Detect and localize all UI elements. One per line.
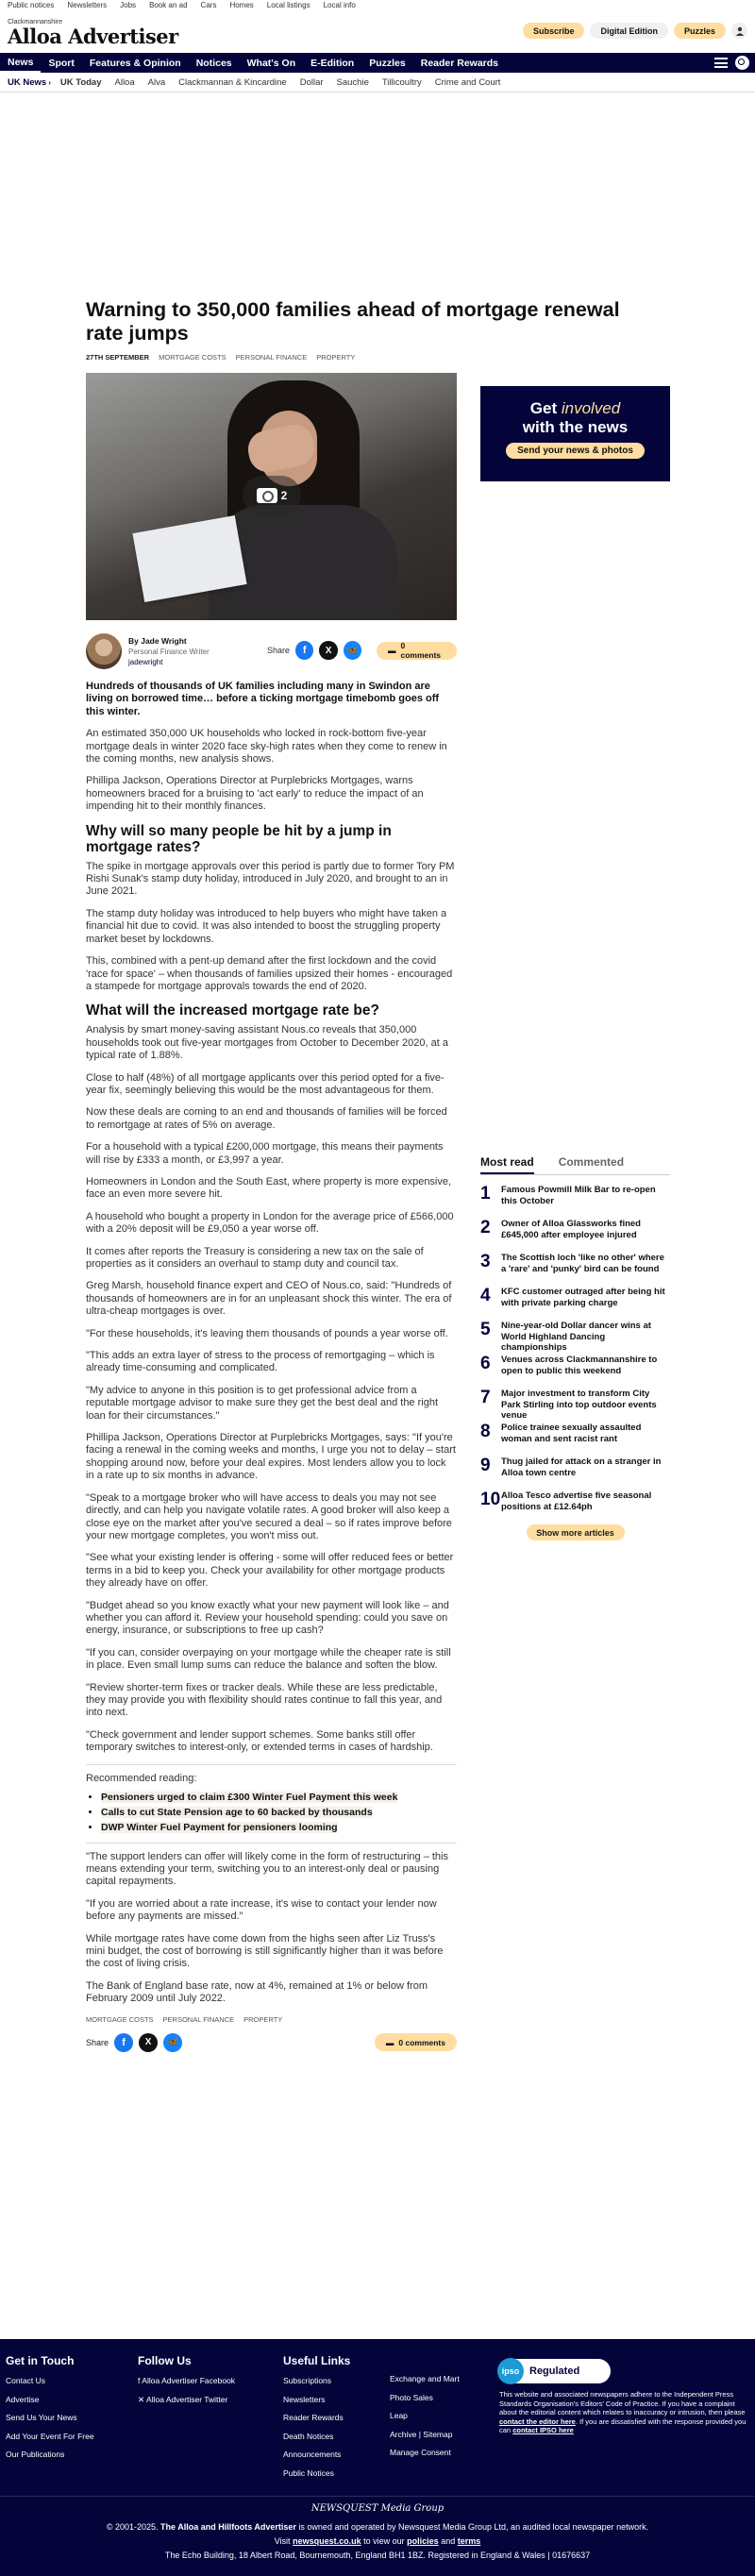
nav-item-puzzles[interactable]: Puzzles [369,57,406,69]
footer-link-publications[interactable]: Our Publications [6,2450,65,2459]
ipso-text-2: . If you are dissatisfied with the response provided you can [499,2416,747,2434]
byline [86,631,457,671]
site-footer [0,2339,755,2576]
tag-personal-finance[interactable]: PERSONAL FINANCE [162,2014,235,2024]
subnav-item-alva[interactable]: Alva [147,76,166,88]
paragraph: Greg Marsh, household finance expert and CEO of Nous.co, said: "Hundreds of thousands of homeowners are in for an unpleasant shock this winter. The era of ultra-cheap mortgages is over. [86,1280,452,1318]
paragraph: Now these deals are coming to an end and thousands of families will be forced to remortgage at rates of 5% on average. [86,1106,447,1131]
most-read-title: Police trainee sexually assaulted woman and sent racist rant [501,1423,642,1444]
utility-link-cars[interactable]: Cars [200,1,217,9]
footer-link-facebook[interactable] [138,2376,235,2385]
share-bar-bottom [86,2033,457,2052]
recommended-link-text: Pensioners urged to claim £300 Winter Fuel Payment this week [101,1791,398,1803]
paragraph: "For these households, it's leaving them thousands of pounds a year worse off. [86,1327,448,1339]
search-icon[interactable] [735,56,749,70]
paragraph: "The support lenders can offer will likely come in the form of restructuring – this means extending your term, switching you to an interest-only deal or pausing capital repayments. [86,1850,448,1888]
most-read-item[interactable] [480,1388,670,1421]
paragraph: "Budget ahead so you know exactly what your new payment will look like – and whether you can afford it. Review your household spending: could you save on energy, insurance, or subscriptions to free up cash? [86,1599,449,1637]
footer-link-archive-sitemap[interactable]: Archive | Sitemap [390,2429,453,2439]
recommended-heading: Recommended reading: [86,1772,197,1784]
comment-icon: ▬ [385,2037,394,2047]
paragraph: The spike in mortgage approvals over this period is partly due to former Tory PM Rishi Sunak's stamp duty holiday, introduced in July 2020, and brought to an in June 2021. [86,860,455,898]
paragraph: This, combined with a pent-up demand after the first lockdown and the covid 'race for space' – when thousands of families upsized their homes - encouraged a stampede for mortgage approvals towards the end of 2020. [86,955,453,992]
footer-link-advertise[interactable]: Advertise [6,2394,40,2404]
subscribe-button[interactable]: Subscribe [523,23,585,39]
most-read-item[interactable] [480,1219,670,1243]
article-date: 27TH SEPTEMBER [86,353,150,362]
author-avatar[interactable] [86,633,122,669]
tag-mortgage-costs[interactable]: MORTGAGE COSTS [86,2014,154,2024]
share-label: Share [267,646,291,655]
author-role: Personal Finance Writer [128,647,210,656]
x-twitter-icon: ✕ [138,2394,145,2404]
facebook-icon: f [138,2376,141,2385]
footer-link-photo-sales[interactable]: Photo Sales [390,2392,433,2402]
paragraph: Phillipa Jackson, Operations Director at Purplebricks Mortgages, warns homeowners braced for a bruising to 'act early' to reduce the impact of an impending hit to their monthly finances. [86,775,424,813]
paragraph: "This adds an extra layer of stress to the process of remortgaging – which is already time-consuming and complicated. [86,1350,435,1374]
visit-text-2: to view our [363,2536,405,2546]
most-read-title: Famous Powmill Milk Bar to re-open this October [501,1185,656,1206]
nav-item-reader-rewards[interactable]: Reader Rewards [420,57,499,69]
recommended-link-text: DWP Winter Fuel Payment for pensioners looming [101,1821,338,1833]
hero-image[interactable] [86,373,457,620]
rank-number: 4 [480,1286,491,1305]
footer-heading: Useful Links [283,2354,351,2367]
gallery-count: 2 [280,489,288,502]
paragraph: Phillipa Jackson, Operations Director at Purplebricks Mortgages, says: "If you're facing a renewal in the coming weeks and months, I urge you not to delay – start shopping around now, before your deal expires. Most lenders allow you to lock in a rate up to six months in advance. [86,1432,456,1482]
ipso-logo: ipso [497,2358,524,2384]
visit-and: and [441,2536,456,2546]
paragraph: "If you are worried about a rate increase, it's wise to contact your lender now before any payments are missed." [86,1897,437,1923]
subnav-item-tillicoultry[interactable]: Tillicoultry [381,76,422,88]
tab-most-read[interactable]: Most read [480,1155,534,1174]
rank-number: 1 [480,1184,491,1204]
footer-link-newsletters[interactable]: Newsletters [283,2394,326,2404]
paragraph: "Review shorter-term fixes or tracker deals. While these are less predictable, they may provide you with flexibility should rates continue to fall this year, and into next. [86,1681,443,1719]
paragraph: Close to half (48%) of all mortgage applicants over this period opted for a five-year fix, seemingly believing this would be the most advantageous for them. [86,1071,445,1096]
nav-tools [714,56,749,70]
most-read-item[interactable] [480,1185,670,1209]
most-read-item[interactable] [480,1287,670,1311]
footer-divider [0,2496,755,2497]
footer-col-useful-links [283,2354,350,2486]
most-read-item[interactable] [480,1456,670,1481]
site-header [0,13,755,53]
promo-get: Get [529,399,558,417]
nav-item-notices[interactable]: Notices [195,57,232,69]
rank-number: 2 [480,1218,491,1237]
footer-link-announcements[interactable]: Announcements [283,2450,342,2459]
utility-link-book-an-ad[interactable]: Book an ad [149,1,188,9]
newsquest-logo: NEWSQUEST Media Group [310,2503,445,2514]
most-read-title: The Scottish loch 'like no other' where a 'rare' and 'punky' bird can be found [501,1253,664,1274]
share-label: Share [86,2037,109,2047]
footer-link-contact-us[interactable]: Contact Us [6,2376,46,2385]
rank-number: 7 [480,1388,491,1407]
most-read-title: Venues across Clackmannanshire to open to public this weekend [501,1355,658,1376]
utility-bar [0,0,755,13]
footer-col-get-in-touch [6,2354,94,2468]
author-handle[interactable]: jadewright [128,657,163,666]
digital-edition-button[interactable]: Digital Edition [590,23,668,39]
paragraph: An estimated 350,000 UK households who locked in rock-bottom five-year mortgage deals in winter 2020 face sky-high rates when they come to renew in the coming months, new analysis shows. [86,728,447,766]
send-news-button[interactable]: Send your news & photos [506,443,645,459]
logo-subtitle: Clackmannanshire [8,19,62,25]
ipso-statement [499,2390,747,2435]
subnav-item-uk-today[interactable]: UK Today [59,76,102,88]
paragraph: For a household with a typical £200,000 mortgage, this means their payments will rise by £333 a month, or £3,997 a year. [86,1141,444,1166]
paragraph: Homeowners in London and the South East, where property is more expensive, face an even more severe hit. [86,1175,452,1201]
paragraph: A household who bought a property in London for the average price of £566,000 with a 20% deposit will be £9,050 a year worse off. [86,1210,454,1236]
chevron-right-icon: › [48,77,51,87]
recommended-link[interactable] [101,1822,457,1833]
visit-line [0,2536,755,2546]
footer-link-exchange-mart[interactable]: Exchange and Mart [390,2374,460,2383]
utility-link-local-listings[interactable]: Local listings [266,1,310,9]
tag-property[interactable]: PROPERTY [316,353,356,362]
nav-item-features-opinion[interactable]: Features & Opinion [89,57,181,69]
rank-number: 5 [480,1320,491,1339]
footer-link-death-notices[interactable]: Death Notices [283,2431,334,2441]
recommended-link[interactable] [101,1807,457,1818]
article-lede: Hundreds of thousands of UK families including many in Swindon are living on borrowed time… before a ticking mortgage timebomb goes off this winter. [86,681,440,717]
footer-link-public-notices[interactable]: Public Notices [283,2467,334,2478]
policies-link[interactable]: policies [407,2536,439,2546]
footer-heading: Follow Us [138,2354,192,2367]
footer-link-add-event[interactable]: Add Your Event For Free [6,2431,94,2441]
copyright-publication: The Alloa and Hillfoots Advertiser [160,2522,296,2532]
divider [86,1843,457,1844]
paragraph: The Bank of England base rate, now at 4%, remained at 1% or below from February 2009 until July 2022. [86,1979,428,2005]
address-line: The Echo Building, 18 Albert Road, Bournemouth, England BH1 1BZ. Registered in England & Wales | 01676637 [164,2551,591,2560]
footer-link-leap[interactable]: Leap [390,2411,408,2420]
most-read-tabs [480,1155,670,1175]
recommended-list [101,1792,457,1833]
footer-link-label: Alloa Advertiser Facebook [142,2376,236,2385]
x-twitter-icon[interactable]: X [139,2033,158,2052]
paragraph: "My advice to anyone in this position is to get professional advice from a reputable mortgage advisor to make sure they get the best deal and the right loan for their circumstances." [86,1384,439,1422]
utility-link-jobs[interactable]: Jobs [120,1,137,9]
comment-icon: ▬ [388,646,396,655]
article-body [86,681,457,2006]
comments-button[interactable] [375,2033,457,2051]
most-read-item[interactable] [480,1253,670,1277]
most-read-item[interactable] [480,1490,670,1515]
most-read-item[interactable] [480,1355,670,1379]
promo-involved: involved [561,399,621,417]
footer-col-more-links [390,2374,460,2467]
copyright-text: is owned and operated by Newsquest Media Group Ltd, an audited local newspaper network. [298,2522,649,2532]
paragraph: "See what your existing lender is offering - some will offer reduced fees or better terms in a bid to keep you. Check your availability for other mortgage products they already have on offer. [86,1552,454,1590]
paragraph: While mortgage rates have come down from the highs seen after Liz Truss's mini budget, the cost of borrowing is still significantly higher than it was before the cost of living crisis. [86,1932,444,1970]
camera-icon [257,488,277,503]
ipso-label: Regulated [529,2366,580,2377]
nav-item-sport[interactable]: Sport [48,57,75,69]
utility-link-local-info[interactable]: Local info [323,1,356,9]
menu-icon[interactable] [714,58,728,68]
bluesky-icon[interactable]: 🦋 [163,2033,182,2052]
section-title-label: UK News [8,76,47,88]
most-read-title: Major investment to transform City Park Stirling into top outdoor events venue [501,1389,657,1421]
subnav-item-dollar[interactable]: Dollar [299,76,324,88]
paragraph: The stamp duty holiday was introduced to help buyers who might have taken a financial hit due to covid. It was also intended to boost the struggling property market beset by lockdowns. [86,907,447,945]
paragraph: Analysis by smart money-saving assistant Nous.co reveals that 350,000 households took out five-year mortgages from October to December 2020, at a typical rate of 1.88%. [86,1024,448,1062]
x-twitter-icon[interactable]: X [319,641,337,660]
article-meta [86,353,457,362]
subnav-item-alloa[interactable]: Alloa [114,76,135,88]
copyright-line [0,2522,755,2532]
nav-item-whats-on[interactable]: What's On [246,57,296,69]
rank-number: 3 [480,1252,491,1271]
subnav-item-crime-court[interactable]: Crime and Court [434,76,501,88]
rank-number: 6 [480,1354,491,1373]
footer-link-label: Alloa Advertiser Twitter [146,2394,228,2404]
article-tags-bottom [86,2015,457,2024]
recommended-link-text: Calls to cut State Pension age to 60 backed by thousands [101,1806,373,1818]
most-read-title: Owner of Alloa Glassworks fined £645,000 after employee injured [501,1219,641,1240]
header-actions [523,23,747,39]
divider [86,1764,457,1765]
site-logo[interactable] [8,17,178,48]
most-read-title: Alloa Tesco advertise five seasonal positions at £12.64ph [501,1490,652,1512]
tag-personal-finance[interactable]: PERSONAL FINANCE [235,353,308,362]
most-read-title: Nine-year-old Dollar dancer wins at World Highland Dancing championships [501,1321,651,1353]
utility-link-homes[interactable]: Homes [229,1,254,9]
footer-link-manage-consent[interactable]: Manage Consent [390,2448,451,2457]
paragraph: "If you can, consider overpaying on your mortgage while the cheaper rate is still in place. Even small lump sums can reduce the balance and soften the blow. [86,1646,451,1672]
subheading: Why will so many people be hit by a jump in mortgage rates? [86,822,392,855]
paragraph: It comes after reports the Treasury is considering a new tax on the sale of properties as it considers an overhaul to stamp duty and council tax. [86,1245,424,1270]
author-name[interactable]: By Jade Wright [128,635,187,646]
utility-link-newsletters[interactable]: Newsletters [67,1,108,9]
subnav-item-clackmannan-kincardine[interactable]: Clackmannan & Kincardine [178,76,287,88]
contact-editor-link[interactable]: contact the editor here [499,2416,576,2426]
section-title[interactable] [8,77,51,88]
footer-link-twitter[interactable] [138,2395,235,2405]
puzzles-button[interactable]: Puzzles [674,23,726,39]
rank-number: 10 [480,1490,501,1509]
footer-link-reader-rewards[interactable]: Reader Rewards [283,2413,344,2422]
most-read-item[interactable] [480,1423,670,1447]
most-read-item[interactable] [480,1320,670,1353]
footer-link-send-news[interactable]: Send Us Your News [6,2413,77,2422]
article-headline: Warning to 350,000 families ahead of mortgage renewal rate jumps [86,298,620,345]
most-read-widget [480,1155,670,1541]
paragraph: "Check government and lender support schemes. Some banks still offer temporary switches to interest-only, or extended terms in cases of hardship. [86,1728,433,1754]
nav-item-e-edition[interactable]: E-Edition [310,57,355,69]
tab-commented[interactable]: Commented [558,1155,625,1169]
user-account-icon[interactable] [731,23,747,39]
tag-mortgage-costs[interactable]: MORTGAGE COSTS [159,353,226,362]
footer-col-follow-us [138,2354,235,2414]
section-subnav [0,73,755,93]
bluesky-icon[interactable]: 🦋 [344,641,361,660]
paragraph: "Speak to a mortgage broker who will have access to deals you may not see directly, and can help you navigate volatile rates. A good broker will also keep a close eye on the market after you've secured a deal – so if rates improve before your new mortgage completes, you won't miss out. [86,1491,452,1541]
footer-heading: Get in Touch [6,2354,75,2367]
ipso-badge[interactable] [499,2359,611,2383]
share-bar [267,641,457,660]
get-involved-promo[interactable] [480,386,670,481]
facebook-icon[interactable]: f [114,2033,133,2052]
most-read-title: KFC customer outraged after being hit with private parking charge [501,1287,665,1308]
terms-link[interactable]: terms [457,2536,481,2546]
recommended-link[interactable] [101,1792,457,1803]
gallery-button[interactable] [243,476,301,515]
visit-text: Visit [274,2536,291,2546]
rank-number: 8 [480,1422,491,1441]
contact-ipso-link[interactable]: contact IPSO here [512,2426,574,2434]
comments-button[interactable] [377,642,457,660]
promo-with-news: with the news [522,418,629,436]
footer-link-subscriptions[interactable]: Subscriptions [283,2376,332,2385]
show-more-articles-button[interactable]: Show more articles [527,1524,625,1541]
tag-property[interactable]: PROPERTY [243,2014,283,2024]
rank-number: 9 [480,1456,491,1475]
subnav-item-sauchie[interactable]: Sauchie [336,76,369,88]
facebook-icon[interactable]: f [295,641,313,660]
main-navigation [0,53,755,73]
newsquest-link[interactable]: newsquest.co.uk [293,2536,361,2546]
logo-text: Alloa Advertiser [8,25,178,48]
comments-count: 0 comments [398,2037,445,2047]
ipso-text: This website and associated newspapers adhere to the Independent Press Standards Organisation's Editors' Code of Practice. If you have a complaint about the editorial content which relates to inaccuracy or intrusion, then please [499,2390,746,2416]
subheading: What will the increased mortgage rate be? [86,1002,379,1019]
most-read-title: Thug jailed for attack on a stranger in Alloa town centre [501,1456,662,1478]
copyright-year: © 2001-2025. [106,2522,159,2532]
utility-link-public-notices[interactable]: Public notices [8,1,55,9]
nav-item-news[interactable]: News [0,53,41,73]
comments-count: 0 comments [400,641,442,660]
